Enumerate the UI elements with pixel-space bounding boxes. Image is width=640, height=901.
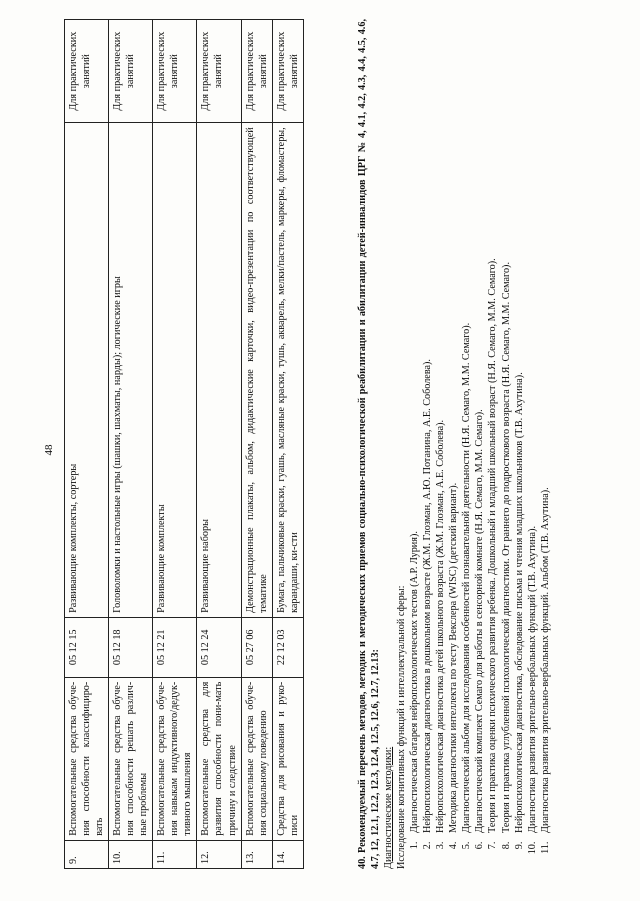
methods-list	[408, 19, 552, 869]
classification-code: 05 12 21	[153, 617, 197, 677]
aid-description: Демонстрационные плакаты, альбом, дидактические карточки, видео-презентации по соответствующей тематике	[241, 123, 272, 618]
section-subtitle: Диагностические методики:	[383, 746, 395, 869]
aid-purpose: Для практических занятий	[197, 20, 241, 123]
list-item: 2. Нейропсихологическая диагностика в дошкольном возрасте (Ж.М. Глозман, А.Ю. Потанина, А.Е. Соболева).	[421, 19, 434, 839]
rotated-document-page	[40, 19, 600, 881]
list-item: 4. Методика диагностики интеллекта по тесту Векслера (WISC) (детский вариант).	[447, 19, 460, 839]
section-title: 40. Рекомендуемый перечень методов, методик и методических приемов социально-психологической реабилитации и абилитации детей-инвалидов ЦРГ № 4, 4.1, 4.2, 4.3, 4.4, 4.5, 4.6, 4.7, 12, 12.1, 12.2, 12.3, 12.4, 12.5, 12.6, 12.7, 12.13:	[357, 19, 382, 869]
table-row	[241, 20, 272, 869]
aid-name: Средства для рисования и руко-писи	[272, 677, 303, 840]
aid-name: Вспомогательные средства обуче-ния способности классифициро-вать	[65, 677, 109, 840]
methods-section	[356, 19, 552, 869]
aid-purpose: Для практических занятий	[109, 20, 153, 123]
aid-name: Вспомогательные средства обуче-ния навыкам индуктивного/дедук-тивного мышления	[153, 677, 197, 840]
list-item: 9. Нейропсихологическая диагностика, обследование письма и чтения младших школьников (Т.В. Ахутина).	[513, 19, 526, 839]
classification-code: 22 12 03	[272, 617, 303, 677]
aid-description: Развивающие наборы	[197, 123, 241, 618]
list-item: 7. Теория и практика оценки психического развития ребенка. Дошкольный и младший школьный возраст (Н.Я. Семаго, М.М. Семаго).	[486, 19, 499, 839]
aid-purpose: Для практических занятий	[65, 20, 109, 123]
rehabilitation-aids-table	[64, 19, 304, 869]
aid-purpose: Для практических занятий	[241, 20, 272, 123]
row-number: 14.	[272, 840, 303, 868]
aid-name: Вспомогательные средства обуче-ния способности решать различ-ные проблемы	[109, 677, 153, 840]
list-item: 5. Диагностический альбом для исследования особенностей познавательной деятельности (Н.Я. Семаго, М.М. Семаго).	[460, 19, 473, 839]
list-item: 8. Теория и практика углубленной психологической диагностики. От раннего до подросткового возраста (Н.Я. Семаго, М.М. Семаго).	[500, 19, 513, 839]
list-item: 10. Диагностика развития зрительно-вербальных функций (Т.В. Ахутина).	[526, 19, 539, 839]
aid-purpose: Для практических занятий	[272, 20, 303, 123]
list-item: 6. Диагностический комплект Семаго для работы в сенсорной комнате (Н.Я. Семаго, М.М. Семаго).	[473, 19, 486, 839]
aid-purpose: Для практических занятий	[153, 20, 197, 123]
row-number: 11.	[153, 840, 197, 868]
classification-code: 05 12 24	[197, 617, 241, 677]
aid-name: Вспомогательные средства обуче-ния социальному поведению	[241, 677, 272, 840]
row-number: 12.	[197, 840, 241, 868]
classification-code: 05 27 06	[241, 617, 272, 677]
aid-description: Развивающие комплекты, сортеры	[65, 123, 109, 618]
aid-description: Бумага, пальчиковые краски, гуашь, масляные краски, тушь, акварель, мелки/пастель, маркеры, фломастеры, карандаши, ки-сти	[272, 123, 303, 618]
aid-description: Головоломки и настольные игры (шашки, шахматы, нарды); логические игры	[109, 123, 153, 618]
classification-code: 05 12 18	[109, 617, 153, 677]
list-item: 3. Нейропсихологическая диагностика детей школьного возраста (Ж.М. Глозман, А.Е. Соболева).	[434, 19, 447, 839]
classification-code: 05 12 15	[65, 617, 109, 677]
table-row	[197, 20, 241, 869]
page-number: 48	[43, 444, 55, 456]
table-row	[272, 20, 303, 869]
list-item: 11. Диагностика развития зрительно-вербальных функций. Альбом (Т.В. Ахутина).	[539, 19, 552, 839]
aid-name: Вспомогательные средства для развития способности пони-мать причину и следствие	[197, 677, 241, 840]
table-row	[65, 20, 109, 869]
aid-description: Развивающие комплекты	[153, 123, 197, 618]
table-row	[109, 20, 153, 869]
row-number: 9.	[65, 840, 109, 868]
section-subheading: Исследование когнитивных функций и интеллектуальной сферы:	[396, 585, 408, 869]
table-row	[153, 20, 197, 869]
row-number: 10.	[109, 840, 153, 868]
row-number: 13.	[241, 840, 272, 868]
list-item: 1. Диагностическая батарея нейропсихологических тестов (А.Р. Лурия).	[408, 19, 421, 839]
